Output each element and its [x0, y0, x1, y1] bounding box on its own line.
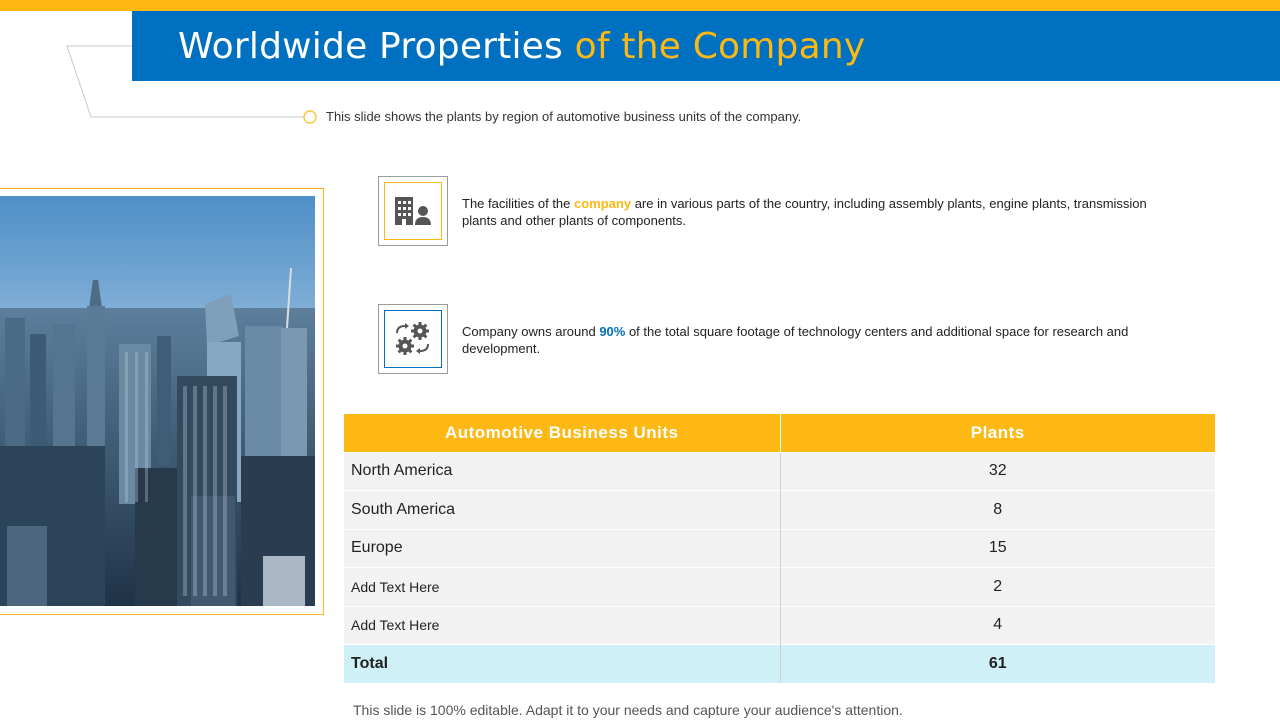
feature-text-facilities: [462, 195, 1152, 229]
table-header-row: [344, 414, 1215, 452]
feature-text-technology: [462, 323, 1152, 357]
facilities-icon-box: [378, 176, 448, 246]
unit-cell: South America: [344, 491, 780, 530]
unit-cell: Add Text Here: [344, 606, 780, 645]
unit-cell: Add Text Here: [344, 568, 780, 607]
slide-subtitle: This slide shows the plants by region of automotive business units of the company.: [326, 109, 802, 124]
header-business-units: Automotive Business Units: [344, 414, 780, 452]
plants-cell: 4: [780, 606, 1215, 645]
building-person-icon: [393, 195, 433, 227]
unit-cell: Europe: [344, 529, 780, 568]
feature-highlight-percent: 90%: [599, 324, 626, 339]
table-row: [344, 452, 1215, 491]
feature-text-1-start: The facilities of the: [462, 196, 574, 211]
total-label: Total: [344, 645, 780, 684]
title-part-2: of the Company: [574, 26, 866, 67]
plants-cell: 15: [780, 529, 1215, 568]
plants-table: [344, 414, 1215, 683]
feature-text-2-start: Company owns around: [462, 324, 600, 339]
city-skyline-image: [0, 196, 315, 606]
table-row: [344, 491, 1215, 530]
title-part-1: Worldwide Properties: [178, 26, 563, 67]
feature-text-2-end: of the total square footage of technology centers and additional space for research and development.: [462, 324, 1129, 356]
technology-icon-box: [378, 304, 448, 374]
footer-note: This slide is 100% editable. Adapt it to your needs and capture your audience's attention.: [353, 702, 903, 718]
table-row: [344, 606, 1215, 645]
plants-cell: 32: [780, 452, 1215, 491]
table-total-row: [344, 645, 1215, 684]
gears-cycle-icon: [393, 321, 433, 357]
feature-text-1-end: are in various parts of the country, including assembly plants, engine plants, transmission plants and other plants of components.: [462, 196, 1147, 228]
table-row: [344, 529, 1215, 568]
photo-frame: [0, 188, 324, 615]
decorative-connector-lines: [0, 0, 340, 130]
plants-cell: 2: [780, 568, 1215, 607]
table-row: [344, 568, 1215, 607]
unit-cell: North America: [344, 452, 780, 491]
total-value: 61: [780, 645, 1215, 684]
feature-highlight-company: company: [574, 196, 632, 211]
plants-cell: 8: [780, 491, 1215, 530]
header-plants: Plants: [780, 414, 1215, 452]
city-skyline-photo: [0, 196, 315, 606]
